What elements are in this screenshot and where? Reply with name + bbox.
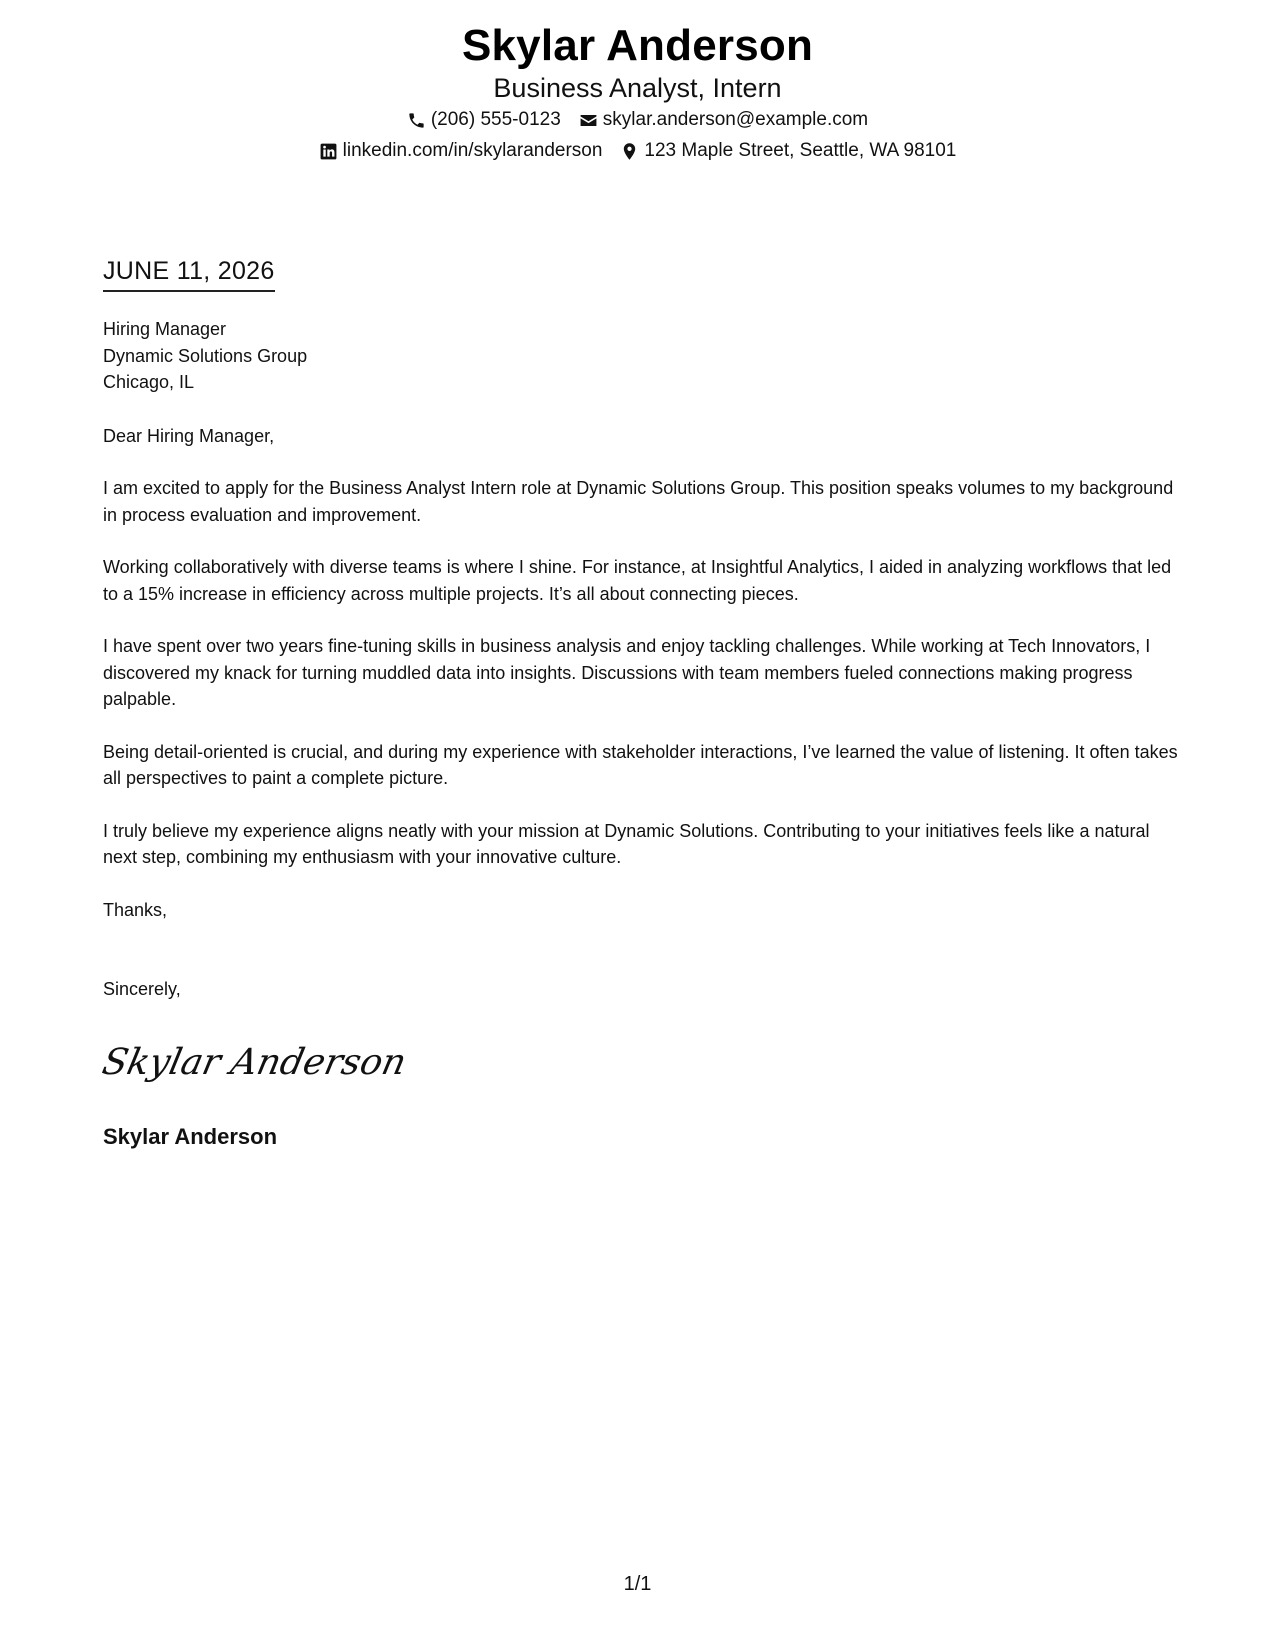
body-paragraph: Working collaboratively with diverse teams is where I shine. For instance, at Insightful Analytics, I aided in analyzing workflows that led to a 15% increase in efficiency across multiple projects. It’s all about connecting pieces. (103, 557, 1172, 604)
closing-sincerely: Sincerely, (103, 979, 181, 999)
contact-line-2 (0, 139, 1275, 163)
recipient-line: Dynamic Solutions Group (103, 345, 308, 366)
email-text: skylar.anderson@example.com (602, 109, 869, 130)
contact-email (579, 108, 868, 132)
applicant-name: Skylar Anderson (461, 21, 814, 70)
linkedin-icon (319, 142, 338, 161)
body-paragraph: I have spent over two years fine-tuning skills in business analysis and enjoy tackling challenges. While working at Tech Innovators, I discovered my knack for turning muddled data into insights. Discussions with team members fueled connections making progress palpable. (103, 636, 1151, 709)
linkedin-text: linkedin.com/in/skylaranderson (342, 140, 603, 161)
recipient-line: Chicago, IL (103, 372, 195, 392)
envelope-icon (579, 111, 598, 130)
contact-address (620, 139, 956, 163)
letter-body (103, 316, 1183, 1003)
contact-phone (407, 108, 561, 132)
salutation: Dear Hiring Manager, (103, 425, 275, 446)
body-paragraph: Being detail-oriented is crucial, and during my experience with stakeholder interactions, I’ve learned the value of listening. It often takes all perspectives to paint a complete picture. (103, 741, 1178, 788)
closing-thanks: Thanks, (103, 899, 168, 920)
phone-text: (206) 555-0123 (430, 109, 561, 130)
letter-header (0, 20, 1275, 163)
body-paragraph: I truly believe my experience aligns neatly with your mission at Dynamic Solutions. Contributing to your initiatives feels like a natural next step, combining my enthusiasm with your innovative culture. (103, 820, 1150, 867)
letter-date: JUNE 11, 2026 (103, 255, 275, 292)
contact-linkedin (319, 139, 603, 163)
contact-line-1 (0, 108, 1275, 132)
page-number: 1/1 (623, 1573, 652, 1595)
recipient-line: Hiring Manager (103, 319, 227, 339)
signed-name: Skylar Anderson (103, 1124, 278, 1149)
map-pin-icon (620, 142, 639, 161)
phone-icon (407, 111, 426, 130)
handwritten-signature (100, 1030, 420, 1090)
recipient-block (103, 316, 1183, 396)
body-paragraph: I am excited to apply for the Business Analyst Intern role at Dynamic Solutions Group. This position speaks volumes to my background in process evaluation and improvement. (103, 478, 1174, 525)
address-text: 123 Maple Street, Seattle, WA 98101 (644, 140, 957, 161)
date-block (103, 255, 275, 292)
signature-text: Skylar Anderson (100, 1040, 411, 1083)
applicant-title: Business Analyst, Intern (493, 73, 782, 103)
